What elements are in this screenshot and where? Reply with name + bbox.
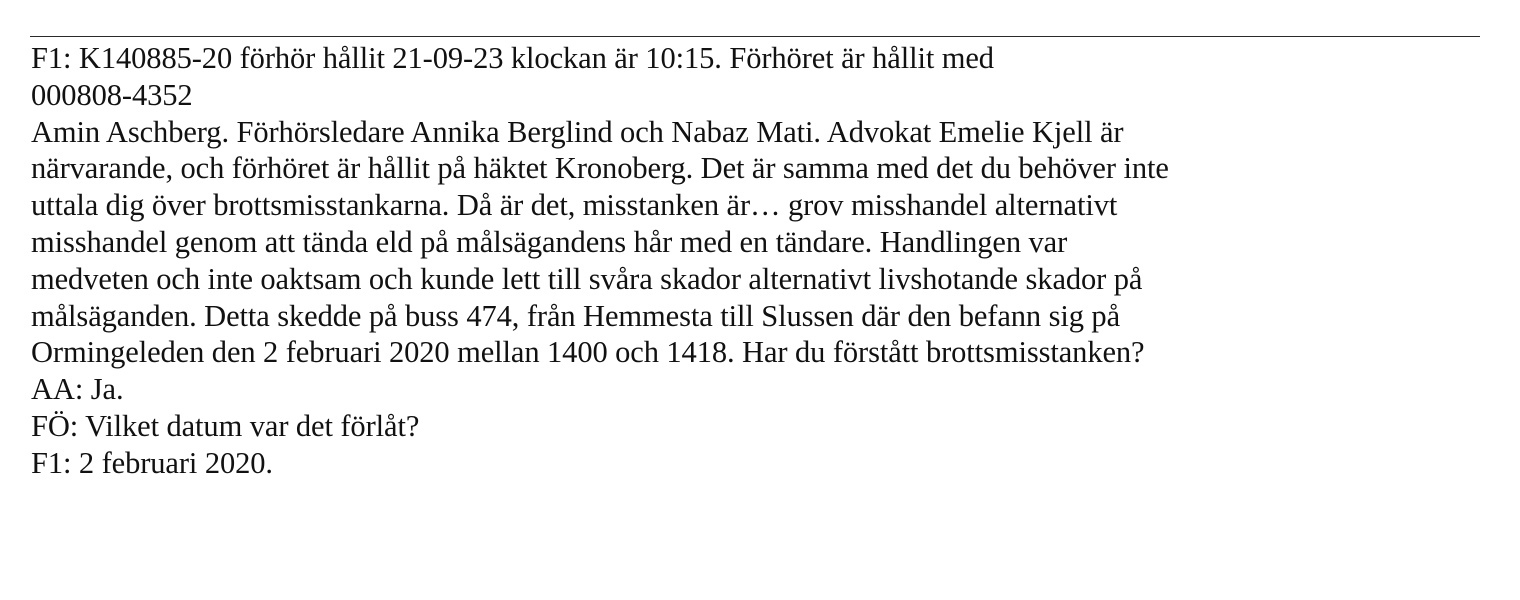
transcript-line: Amin Aschberg. Förhörsledare Annika Berglind och Nabaz Mati. Advokat Emelie Kjell är: [31, 114, 1124, 149]
transcript-line: målsäganden. Detta skedde på buss 474, från Hemmesta till Slussen där den befann sig på: [31, 298, 1121, 333]
transcript-line: FÖ: Vilket datum var det förlåt?: [31, 408, 420, 443]
transcript-line: 000808-4352: [31, 77, 193, 112]
transcript-line: AA: Ja.: [31, 372, 124, 407]
transcript-line: uttala dig över brottsmisstankarna. Då är det, misstanken är… grov misshandel alternativt: [31, 188, 1118, 223]
transcript-line: medveten och inte oaktsam och kunde lett till svåra skador alternativt livshotande skador på: [31, 261, 1143, 296]
transcript-line: F1: K140885-20 förhör hållit 21-09-23 klockan är 10:15. Förhöret är hållit med: [31, 41, 994, 75]
transcript-line: F1: 2 februari 2020.: [31, 445, 273, 480]
interrogation-transcript: [31, 40, 1501, 482]
header-rule: [30, 36, 1480, 37]
transcript-line: närvarande, och förhöret är hållit på häktet Kronoberg. Det är samma med det du behöver inte: [31, 151, 1169, 186]
transcript-line: misshandel genom att tända eld på målsägandens hår med en tändare. Handlingen var: [31, 224, 1068, 259]
transcript-line: Ormingeleden den 2 februari 2020 mellan 1400 och 1418. Har du förstått brottsmisstanken?: [31, 335, 1145, 370]
